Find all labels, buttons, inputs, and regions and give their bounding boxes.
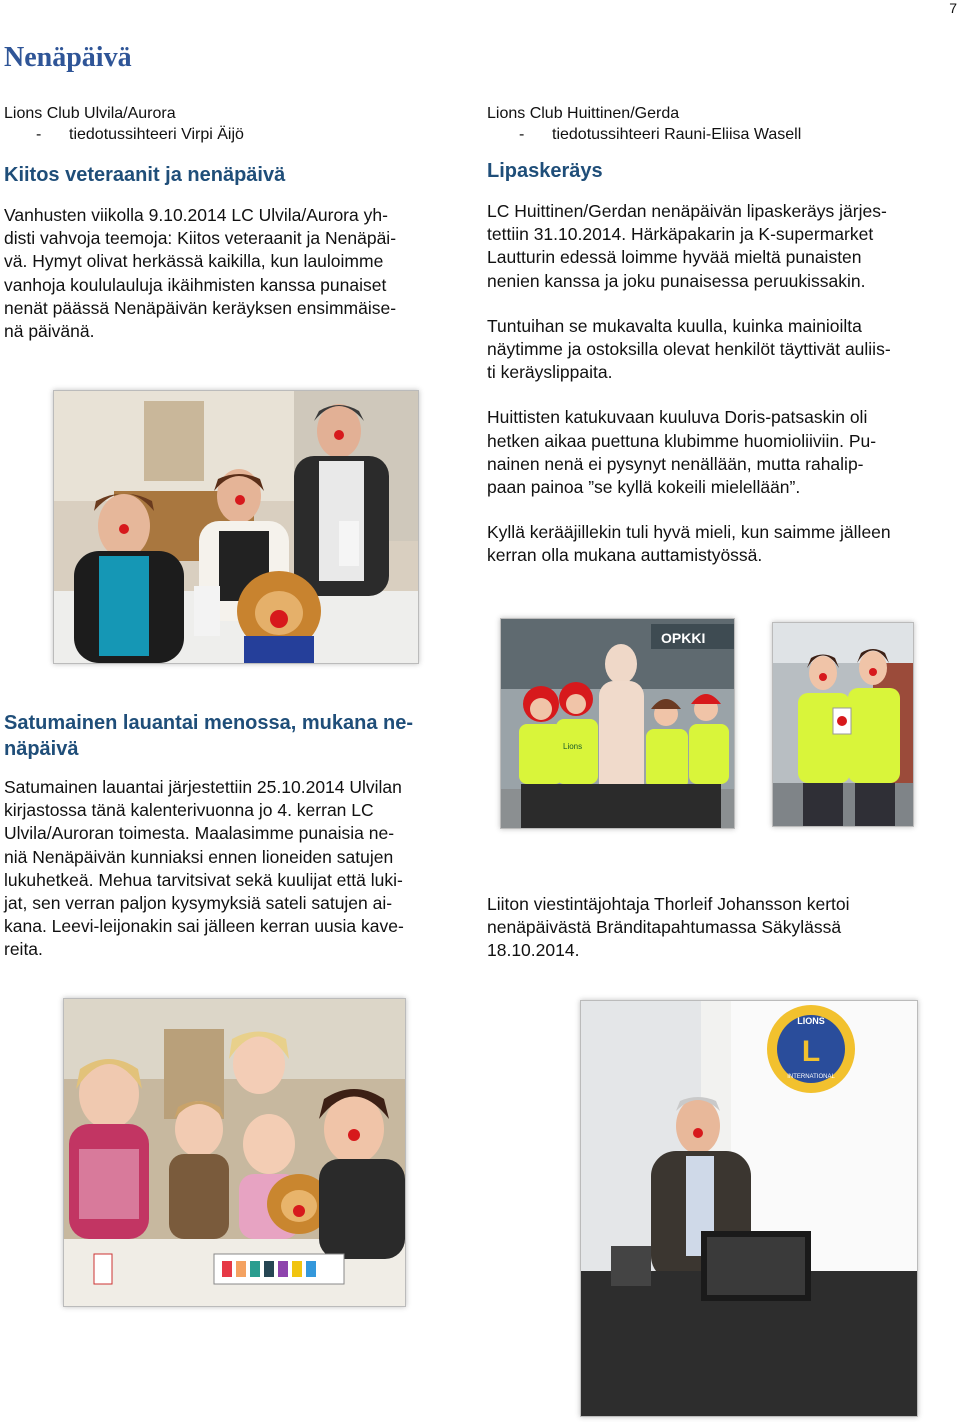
street-sign-text: OPKKI xyxy=(661,630,706,646)
text-line: kana. Leevi-leijonakin sai jälleen kerran uusia kave- xyxy=(4,916,404,937)
text-line: nenäpäivästä Bränditapahtumassa Säkylässä xyxy=(487,917,842,938)
heading-line: näpäivä xyxy=(4,738,79,760)
photo-volunteers-street xyxy=(500,618,735,829)
heading-line: Satumainen lauantai menossa, mukana ne- xyxy=(4,712,414,734)
text-line: jat, sen verran paljon kysymyksiä sateli satujen ai- xyxy=(4,893,393,914)
left-column-bottom xyxy=(4,710,469,962)
page-number: 7 xyxy=(949,0,957,16)
right-paragraph-2 xyxy=(487,315,957,385)
text-line: disti vahvoja teemoja: Kiitos veteraanit ja Nenäpäi- xyxy=(4,228,397,249)
page-title: Nenäpäivä xyxy=(4,42,132,73)
right-contact-text: tiedotussihteeri Rauni-Eliisa Wasell xyxy=(552,126,802,143)
left-club-name: Lions Club Ulvila/Aurora xyxy=(4,105,176,122)
text-line: vä. Hymyt olivat herkässä kaikilla, kun lauloimme xyxy=(4,251,384,272)
right-section1-heading: Lipaskeräys xyxy=(487,160,603,182)
photo-two-volunteers xyxy=(772,622,914,827)
left-contact xyxy=(4,124,464,145)
text-line: niä Nenäpäivän kunniaksi ennen lioneiden satujen xyxy=(4,846,394,867)
left-section1-body xyxy=(4,204,464,343)
right-paragraph-1 xyxy=(487,200,957,293)
right-contact-dash: - xyxy=(519,126,525,143)
text-line: Liiton viestintäjohtaja Thorleif Johansson kertoi xyxy=(487,894,850,914)
text-line: kerran olla mukana auttamistyössä. xyxy=(487,545,763,566)
text-line: LC Huittinen/Gerdan nenäpäivän lipaskeräys järjes- xyxy=(487,201,887,221)
text-line: nä päivänä. xyxy=(4,321,95,342)
lions-logo-bottom-text: INTERNATIONAL xyxy=(787,1074,835,1080)
right-paragraph-4 xyxy=(487,521,957,567)
text-line: Tuntuihan se mukavalta kuulla, kuinka mainioilta xyxy=(487,315,862,336)
photo-speaker-lions-logo xyxy=(580,1000,918,1417)
photo-children-library xyxy=(63,998,406,1307)
text-line: nainen nenä ei pysynyt nenällään, mutta rahalip- xyxy=(487,453,864,474)
lions-logo-top-text: LIONS xyxy=(797,1016,825,1026)
text-line: Kyllä kerääjillekin tuli hyvä mieli, kun saimme jälleen xyxy=(487,522,891,543)
left-column-top xyxy=(4,103,464,343)
text-line: Huittisten katukuvaan kuuluva Doris-patsaskin oli xyxy=(487,407,868,428)
text-line: Vanhusten viikolla 9.10.2014 LC Ulvila/Aurora yh- xyxy=(4,205,388,225)
right-contact xyxy=(487,124,957,145)
text-line: 18.10.2014. xyxy=(487,940,580,961)
vest-text: Lions xyxy=(563,742,583,751)
text-line: nenät päässä Nenäpäivän keräyksen ensimmäise- xyxy=(4,297,397,318)
text-line: hetken aikaa puettuna klubimme huomioliiviin. Pu- xyxy=(487,430,877,451)
right-photo-caption xyxy=(487,893,957,963)
text-line: vanhoja koululauluja ikäihmisten kanssa punaiset xyxy=(4,274,387,295)
left-section2-body xyxy=(4,776,469,962)
text-line: näytimme ja ostoksilla olevat henkilöt täyttivät auliis- xyxy=(487,339,891,360)
left-contact-dash: - xyxy=(36,126,42,143)
text-line: kirjastossa tänä kalenterivuonna jo 4. kerran LC xyxy=(4,800,374,821)
lions-logo-letter: L xyxy=(801,1035,821,1068)
left-section1-heading: Kiitos veteraanit ja nenäpäivä xyxy=(4,164,286,186)
text-line: ti keräyslippaita. xyxy=(487,362,613,383)
left-contact-text: tiedotussihteeri Virpi Äijö xyxy=(69,126,244,143)
text-line: paan painoa ”se kyllä kokeili mielellään”. xyxy=(487,477,801,498)
left-section2-heading xyxy=(4,710,469,762)
text-line: reita. xyxy=(4,939,43,960)
text-line: Satumainen lauantai järjestettiin 25.10.2014 Ulvilan xyxy=(4,777,402,797)
right-column-top xyxy=(487,103,957,568)
right-paragraph-3 xyxy=(487,406,957,499)
text-line: tettiin 31.10.2014. Härkäpakarin ja K-supermarket xyxy=(487,224,874,245)
text-line: nenien kanssa ja joku punaisessa peruukissakin. xyxy=(487,270,866,291)
photo-senior-singing xyxy=(53,390,419,664)
text-line: lukuhetkeä. Mehua tarvitsivat sekä kuulijat että luki- xyxy=(4,869,403,890)
text-line: Lautturin edessä loimme hyvää mieltä punaisten xyxy=(487,247,862,268)
right-club-name: Lions Club Huittinen/Gerda xyxy=(487,105,680,122)
text-line: Ulvila/Auroran toimesta. Maalasimme punaisia ne- xyxy=(4,823,395,844)
